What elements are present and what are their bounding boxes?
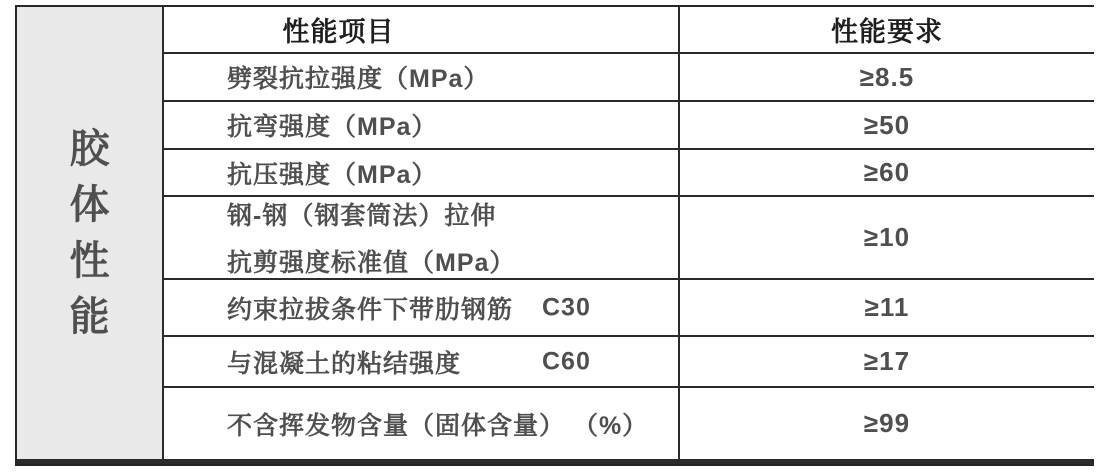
item-line-2: 抗剪强度标准值（MPa） bbox=[227, 249, 516, 277]
item-cell-compressive-strength: 抗压强度（MPa） bbox=[164, 150, 678, 195]
concrete-grade-label: C30 bbox=[542, 293, 591, 321]
value-cell: ≥60 bbox=[680, 150, 1094, 195]
row-group-header-colloid-performance bbox=[17, 7, 162, 459]
side-header-char: 性 bbox=[69, 239, 110, 283]
column-header-item: 性能项目 bbox=[164, 7, 678, 52]
value-cell: ≥99 bbox=[680, 388, 1094, 459]
item-cell-steel-steel-shear-strength bbox=[164, 197, 678, 278]
value-cell: ≥17 bbox=[680, 337, 1094, 386]
performance-table bbox=[15, 5, 1094, 466]
item-text: 约束拉拔条件下带肋钢筋 bbox=[227, 295, 514, 324]
item-cell-nonvolatile-content: 不含挥发物含量（固体含量） （%） bbox=[164, 388, 678, 459]
item-text: 与混凝土的粘结强度 bbox=[227, 349, 462, 378]
side-header-char: 体 bbox=[69, 183, 110, 227]
item-line-1: 钢-钢（钢套筒法）拉伸 bbox=[227, 202, 497, 230]
item-cell-splitting-tensile-strength: 劈裂抗拉强度（MPa） bbox=[164, 54, 678, 100]
value-cell: ≥11 bbox=[680, 280, 1094, 335]
item-cell-bending-strength: 抗弯强度（MPa） bbox=[164, 102, 678, 148]
side-header-char: 胶 bbox=[69, 127, 110, 171]
side-header-char: 能 bbox=[69, 295, 110, 339]
value-cell: ≥8.5 bbox=[680, 54, 1094, 100]
item-cell-bond-strength-c30 bbox=[164, 280, 678, 335]
concrete-grade-label: C60 bbox=[542, 347, 591, 375]
item-cell-bond-strength-c60 bbox=[164, 337, 678, 386]
value-cell: ≥50 bbox=[680, 102, 1094, 148]
value-cell: ≥10 bbox=[680, 197, 1094, 278]
column-header-requirement: 性能要求 bbox=[680, 7, 1094, 52]
